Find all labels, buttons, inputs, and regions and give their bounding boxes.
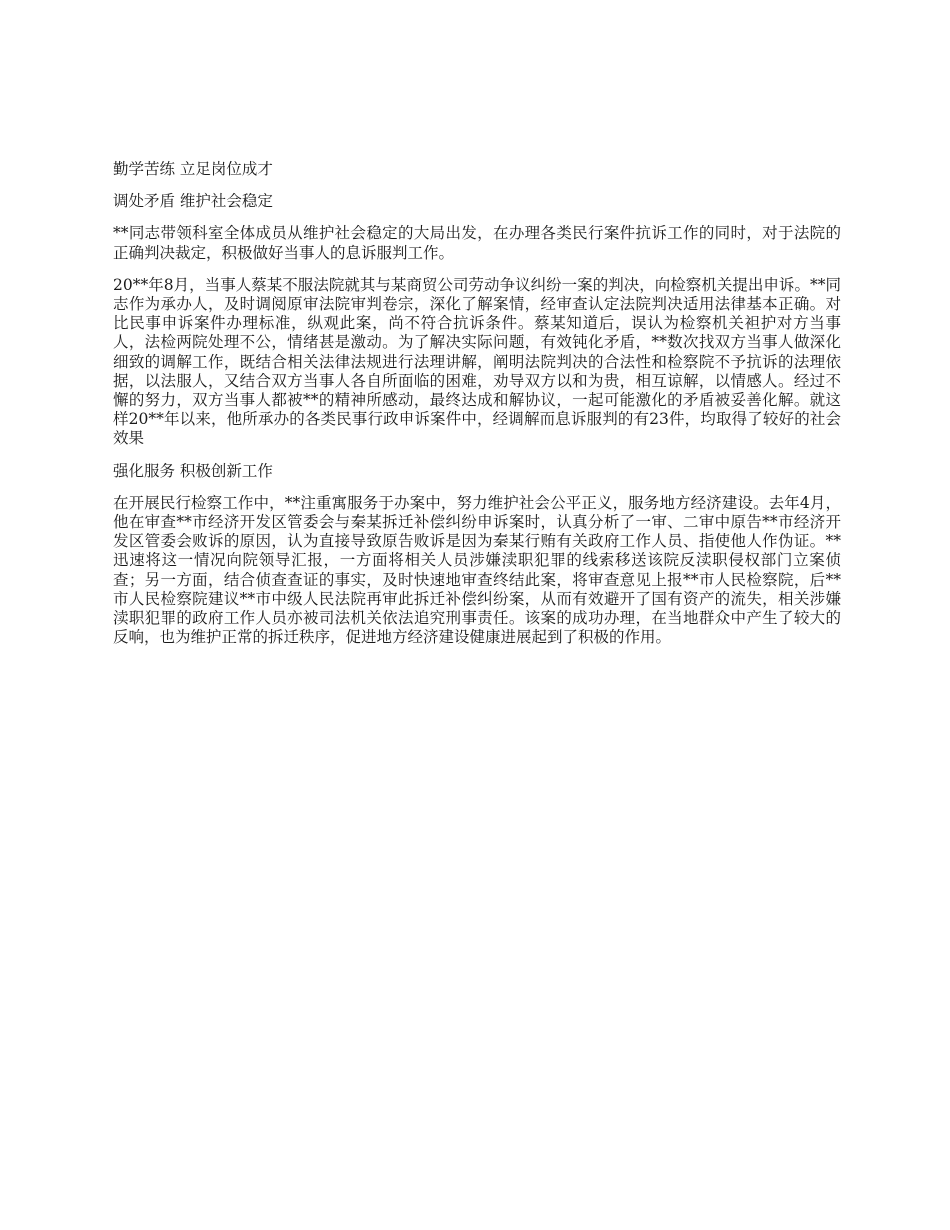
section-heading-service: 强化服务 积极创新工作: [113, 461, 273, 480]
document-title: 勤学苦练 立足岗位成才: [113, 160, 273, 178]
paragraph-intro: **同志带领科室全体成员从维护社会稳定的大局出发，在办理各类民行案件抗诉工作的同时，对于法院的正确判决裁定，积极做好当事人的息诉服判工作。: [113, 224, 841, 262]
section-heading-mediation: 调处矛盾 维护社会稳定: [113, 192, 273, 211]
paragraph-case-labor-dispute: 20**年8月，当事人蔡某不服法院就其与某商贸公司劳动争议纠纷一案的判决，向检察机关提出申诉。**同志作为承办人，及时调阅原审法院审判卷宗，深化了解案情，经审查认定法院判决适用法律基本正确。对比民事申诉案件办理标准，纵观此案，尚不符合抗诉条件。蔡某知道后，误认为检察机关袒护对方当事人，法检两院处理不公，情绪甚是激动。为了解决实际问题，有效钝化矛盾，**数次找双方当事人做深化细致的调解工作，既结合相关法律法规进行法理讲解，阐明法院判决的合法性和检察院不予抗诉的法理依据，以法服人，又结合双方当事人各自所面临的困难，劝导双方以和为贵，相互谅解，以情感人。经过不懈的努力，双方当事人都被**的精神所感动，最终达成和解协议，一起可能激化的矛盾被妥善化解。就这样20**年以来，他所承办的各类民事行政申诉案件中，经调解而息诉服判的有23件，均取得了较好的社会效果: [113, 275, 841, 448]
document-body: [113, 160, 841, 660]
paragraph-case-demolition: 在开展民行检察工作中，**注重寓服务于办案中，努力维护社会公平正义，服务地方经济建设。去年4月，他在审查**市经济开发区管委会与秦某拆迁补偿纠纷申诉案时，认真分析了一审、二审中原告**市经济开发区管委会败诉的原因，认为直接导致原告败诉是因为秦某行贿有关政府工作人员、指使他人作伪证。**迅速将这一情况向院领导汇报，一方面将相关人员涉嫌渎职犯罪的线索移送该院反渎职侵权部门立案侦查；另一方面，结合侦查查证的事实，及时快速地审查终结此案，将审查意见上报**市人民检察院，后**市人民检察院建议**市中级人民法院再审此拆迁补偿纠纷案，从而有效避开了国有资产的流失，相关涉嫌渎职犯罪的政府工作人员亦被司法机关依法追究刑事责任。该案的成功办理，在当地群众中产生了较大的反响，也为维护正常的拆迁秩序，促进地方经济建设健康进展起到了积极的作用。: [113, 493, 841, 647]
